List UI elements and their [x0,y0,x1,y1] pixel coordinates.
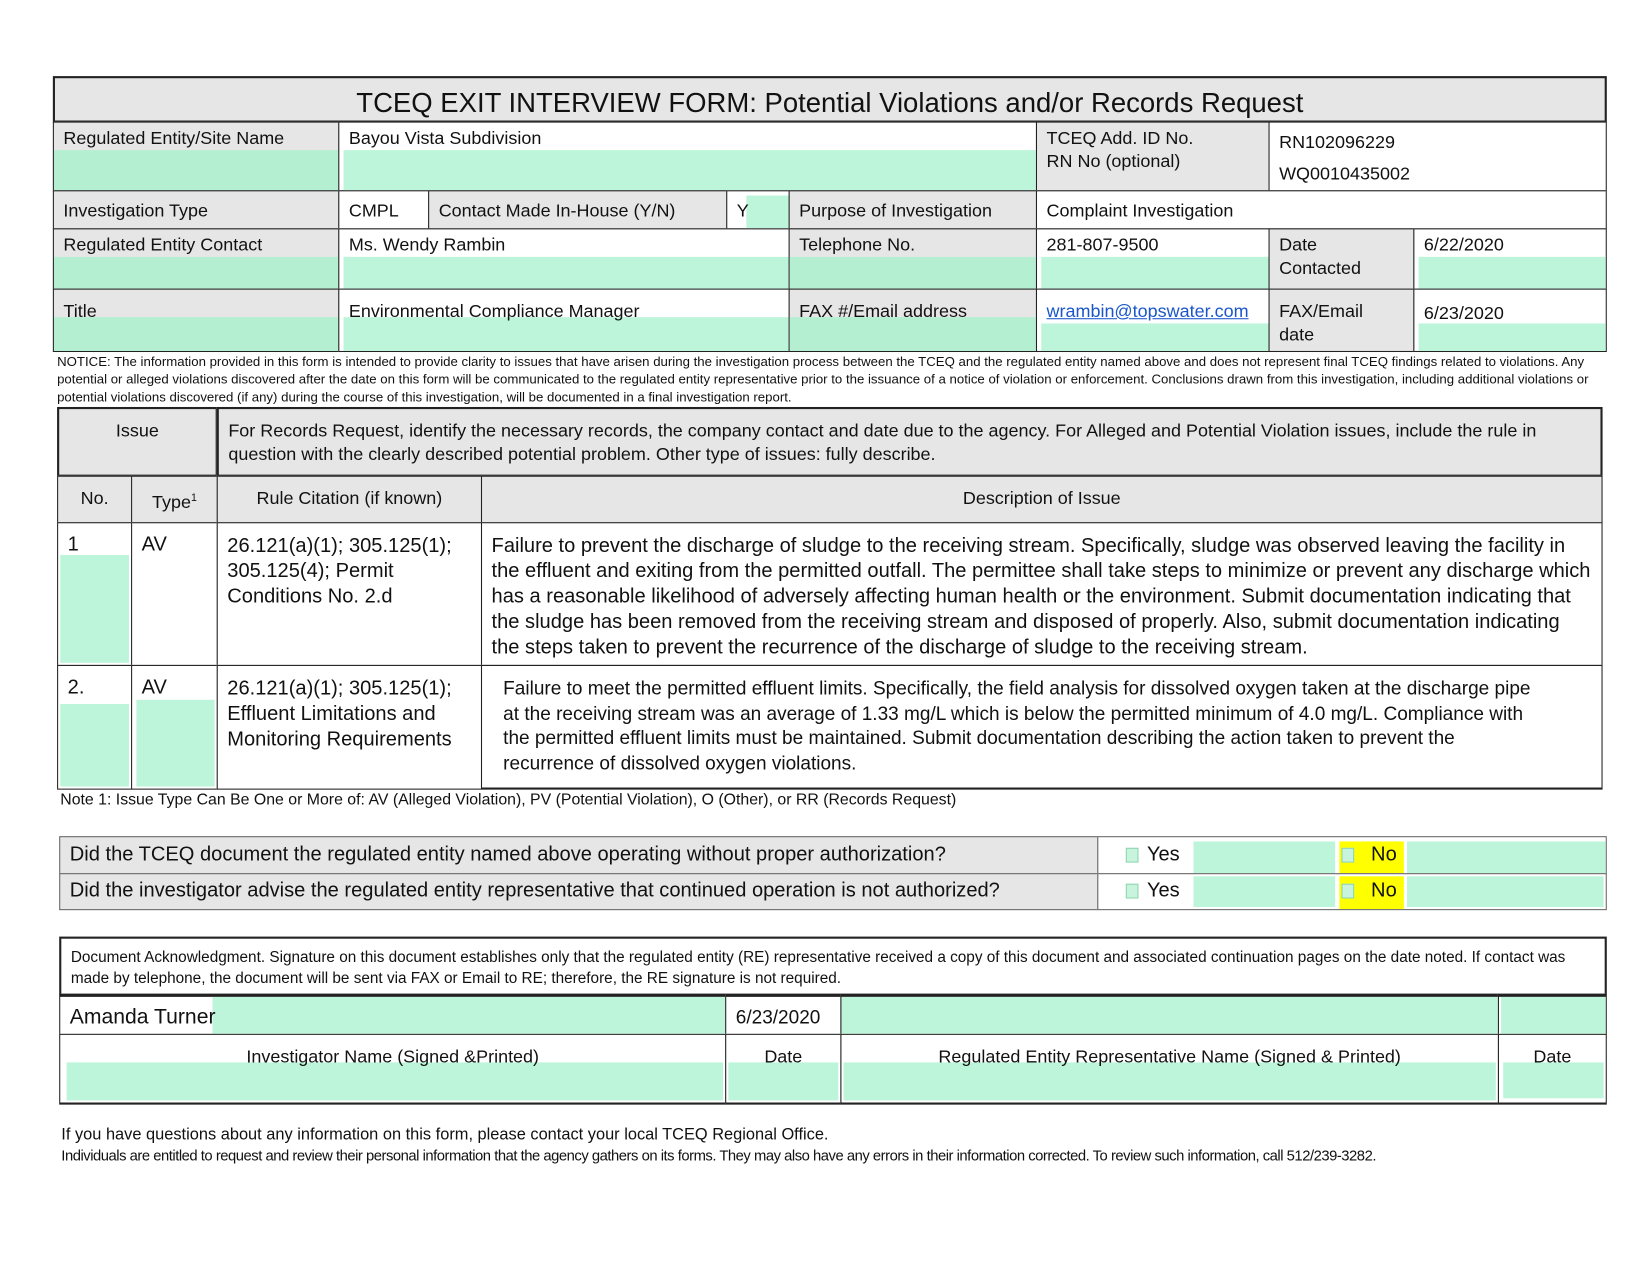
investigator-name-field[interactable] [59,994,726,1035]
issue-instructions: For Records Request, identify the necessary records, the company contact and date due to the agency. For Alleged and Potential Violation issues, include the rule in question with the clearly described potential problem. Other type of issues: fully describe. [217,407,1603,477]
issue-label: Issue [57,407,218,477]
investigation-type-label: Investigation Type [53,190,339,229]
question-2-text: Did the investigator advise the regulated entity representative that continued operation is not authorized? [59,873,1098,910]
id-label-2: RN No (optional) [1046,151,1181,172]
investigator-label-cell [59,1034,726,1105]
id-label-1: TCEQ Add. ID No. [1046,127,1194,148]
id-value-field[interactable] [1269,122,1607,192]
question-2-yes-option[interactable] [1126,880,1180,902]
footer-contact-text: If you have questions about any information on this form, please contact your local TCEQ Regional Office. [61,1125,829,1144]
issue-1-desc[interactable]: Failure to prevent the discharge of sludge to the receiving stream. Specifically, sludge was observed leaving the facility in the effluent and exiting from the permitted outfall. The permittee shall take steps to minimize or prevent any discharge which has a reasonable likelihood of adversely affecting human health or the environment. Submit documentation indicating that the sludge has been removed from the receiving stream and disposed of properly. Also, submit documentation indicating the steps taken to prevent the recurrence of the discharge of sludge to the receiving stream. [481,522,1603,666]
question-1-yes-option[interactable] [1126,844,1180,866]
date-contacted-field[interactable] [1413,228,1606,289]
site-name-label-cell [53,122,339,192]
site-name-label: Regulated Entity/Site Name [63,127,285,148]
col-desc-header: Description of Issue [481,476,1603,524]
col-type-header [131,476,218,524]
phone-value: 281-807-9500 [1046,234,1159,255]
issue-2-desc[interactable]: Failure to meet the permitted effluent limits. Specifically, the field analysis for dissolved oxygen taken at the discharge pipe at the receiving stream was an average of 1.33 mg/L which is below the permitted minimum of 4.0 mg/L. Compliance with the permitted effluent limits must be maintained. Submit documentation describing the action taken to prevent the recurrence of dissolved oxygen violations. [481,665,1603,790]
investigation-type-field[interactable]: CMPL [338,190,429,229]
investigator-date[interactable]: 6/23/2020 [725,994,841,1035]
issue-2-type-field[interactable] [131,665,218,790]
question-2-answer [1097,873,1607,910]
issue-1-no-field[interactable] [57,522,132,666]
acknowledgment-text: Document Acknowledgment. Signature on this document establishes only that the regulated entity (RE) representative received a copy of this document and associated continuation pages on the date noted. If contact was made by telephone, the document will be sent via FAX or Email to RE; therefore, the RE signature is not required. [59,937,1607,996]
col-no-header: No. [57,476,132,524]
fax-label: FAX #/Email address [799,301,967,322]
phone-label-cell [789,228,1037,289]
issue-1-no: 1 [67,533,79,557]
contact-field[interactable] [338,228,789,289]
question-1-no-option[interactable] [1339,844,1396,867]
contact-inhouse-label: Contact Made In-House (Y/N) [428,190,727,229]
contact-inhouse-value: Y [736,200,749,221]
col-type-footnote: 1 [190,492,197,505]
date-contacted-label-cell [1269,228,1415,289]
fax-date-value: 6/23/2020 [1423,303,1504,324]
fax-date-label-1: FAX/Email [1279,301,1363,322]
re-date-field[interactable] [1498,994,1607,1035]
contact-value: Ms. Wendy Rambin [348,234,506,255]
title-label-cell [53,289,339,352]
checkbox-icon[interactable] [1341,884,1354,899]
re-date-label-cell [1498,1034,1607,1105]
issue-1-rule[interactable]: 26.121(a)(1); 305.125(1); 305.125(4); Permit Conditions No. 2.d [217,522,482,666]
no-label: No [1371,879,1397,902]
date-label: Date [764,1046,803,1067]
checkbox-icon[interactable] [1341,848,1354,863]
col-type-label: Type [151,492,191,513]
investigator-label: Investigator Name (Signed &Printed) [246,1046,540,1067]
issue-2-no-field[interactable] [57,665,132,790]
rn-value: RN102096229 [1279,132,1396,153]
question-1-answer [1097,836,1607,874]
checkbox-icon[interactable] [1126,848,1139,863]
checkbox-icon[interactable] [1126,884,1139,899]
notice-text: NOTICE: The information provided in this form is intended to provide clarity to issues that have arisen during the investigation process between the TCEQ and the regulated entity named above and does not represent final TCEQ findings related to violations. Any potential or alleged violations discovered after the date on this form will be communicated to the regulated entity representative prior to the issuance of a notice of violation or enforcement. Conclusions drawn from this investigation, including additional violations or potential violations discovered (if any) during the course of this investigation, will be documented in a final investigation report. [57,354,1589,405]
phone-field[interactable] [1036,228,1270,289]
col-rule-header: Rule Citation (if known) [217,476,482,524]
add-id-value: WQ0010435002 [1279,163,1410,184]
fax-date-label-cell [1269,289,1415,352]
question-2-no-option[interactable] [1339,880,1396,903]
id-label-cell [1036,122,1270,192]
re-label-cell [840,1034,1499,1105]
date-contacted-label-2: Contacted [1279,257,1362,279]
issue-2-type: AV [141,676,167,699]
form-title: TCEQ EXIT INTERVIEW FORM: Potential Violations and/or Records Request [53,76,1607,123]
issue-type-note: Note 1: Issue Type Can Be One or More of: AV (Alleged Violation), PV (Potential Violation), O (Other), or RR (Records Request) [60,790,957,809]
re-date-label: Date [1533,1046,1572,1067]
title-field[interactable] [338,289,789,352]
contact-inhouse-field[interactable] [726,190,789,229]
site-name-value: Bayou Vista Subdivision [348,127,542,148]
title-label: Title [63,301,97,322]
issue-2-rule[interactable]: 26.121(a)(1); 305.125(1); Effluent Limitations and Monitoring Requirements [217,665,482,790]
title-value: Environmental Compliance Manager [348,301,640,322]
purpose-field[interactable]: Complaint Investigation [1036,190,1607,229]
contact-label-cell [53,228,339,289]
phone-label: Telephone No. [799,234,916,255]
contact-label: Regulated Entity Contact [63,234,263,255]
re-name-field[interactable] [840,994,1499,1035]
investigator-name: Amanda Turner [69,1005,216,1029]
date-contacted-label-1: Date [1279,234,1318,255]
yes-label: Yes [1146,879,1180,902]
date-label-cell [725,1034,841,1105]
date-contacted-value: 6/22/2020 [1423,234,1504,255]
re-label: Regulated Entity Representative Name (Signed & Printed) [938,1046,1401,1067]
no-label: No [1371,843,1397,866]
yes-label: Yes [1146,843,1180,866]
fax-label-cell [789,289,1037,352]
question-1-text: Did the TCEQ document the regulated entity named above operating without proper authorization? [59,836,1098,874]
fax-date-field[interactable] [1413,289,1606,352]
issue-2-no: 2. [67,676,85,699]
email-link[interactable]: wrambin@topswater.com [1046,301,1249,322]
footer-privacy-text: Individuals are entitled to request and review their personal information that the agency gathers on its forms. They may also have any errors in their information corrected. To review such information, call 512/239-3282. [61,1146,1376,1164]
email-field[interactable] [1036,289,1270,352]
site-name-field[interactable] [338,122,1037,192]
issue-1-type[interactable]: AV [131,522,218,666]
fax-date-label-2: date [1279,324,1315,345]
purpose-label: Purpose of Investigation [789,190,1037,229]
